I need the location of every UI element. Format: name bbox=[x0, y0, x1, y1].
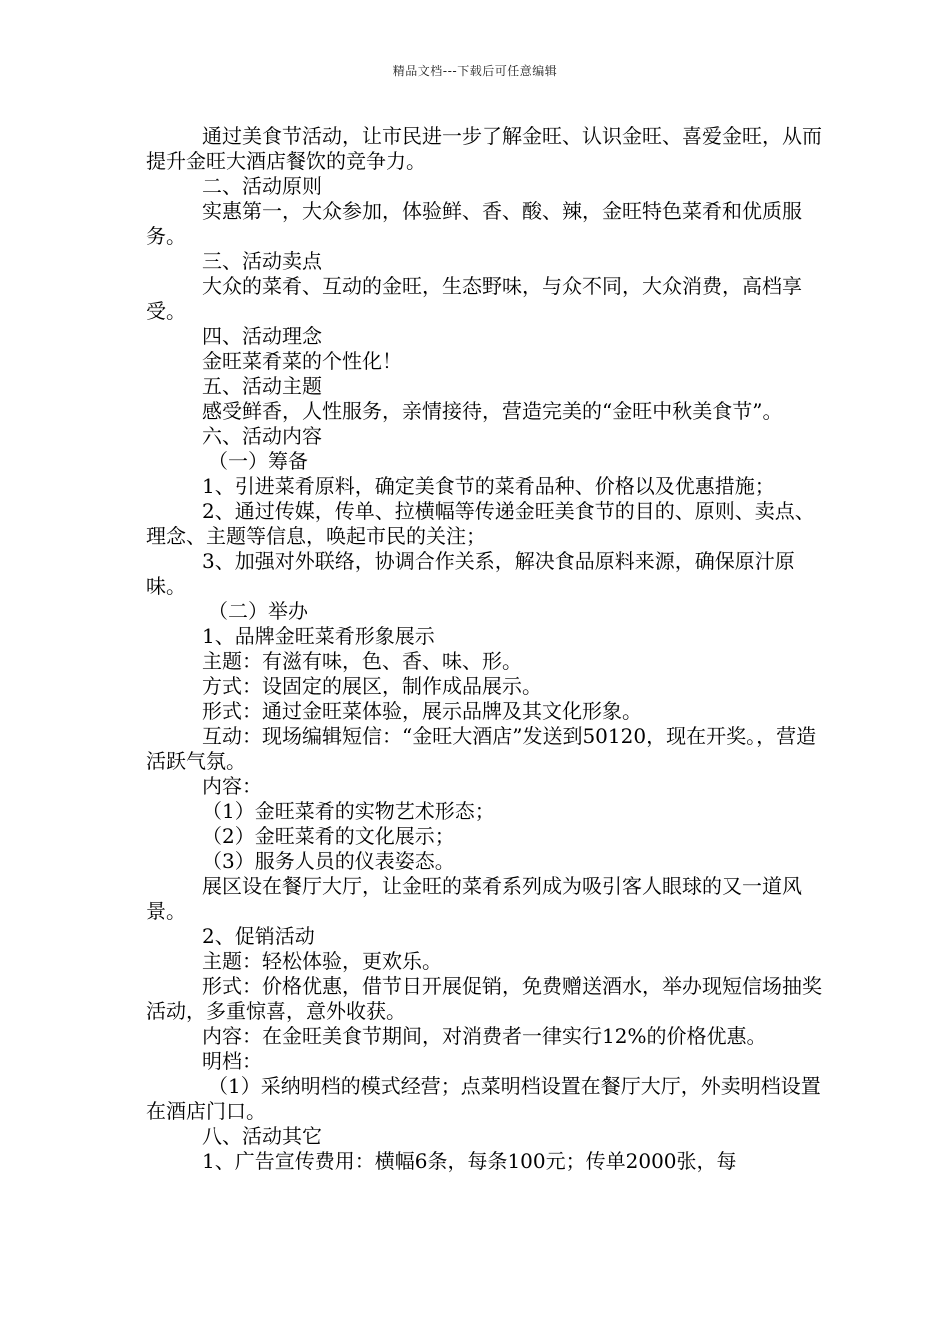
paragraph: 二、活动原则 bbox=[202, 174, 322, 198]
paragraph: 三、活动卖点 bbox=[202, 249, 322, 273]
paragraph: 内容：在金旺美食节期间，对消费者一律实行12%的价格优惠。 bbox=[202, 1024, 767, 1048]
paragraph: 金旺菜肴菜的个性化！ bbox=[202, 349, 402, 373]
paragraph: 主题：有滋有味，色、香、味、形。 bbox=[202, 649, 522, 673]
paragraph: 互动：现场编辑短信：“金旺大酒店”发送到50120，现在开奖。，营造活跃气氛。 bbox=[146, 724, 817, 773]
paragraph: 2、通过传媒，传单、拉横幅等传递金旺美食节的目的、原则、卖点、理念、主题等信息，唤起市民的关注； bbox=[146, 499, 815, 548]
paragraph: 主题：轻松体验，更欢乐。 bbox=[202, 949, 442, 973]
paragraph: 1、引进菜肴原料，确定美食节的菜肴品种、价格以及优惠措施； bbox=[202, 474, 775, 498]
paragraph: 方式：设固定的展区，制作成品展示。 bbox=[202, 674, 542, 698]
paragraph: （1）金旺菜肴的实物艺术形态； bbox=[202, 799, 495, 823]
paragraph: 大众的菜肴、互动的金旺，生态野味，与众不同，大众消费，高档享受。 bbox=[146, 274, 802, 323]
paragraph: 明档： bbox=[202, 1049, 262, 1073]
paragraph: （3）服务人员的仪表姿态。 bbox=[202, 849, 455, 873]
paragraph: 内容： bbox=[202, 774, 262, 798]
paragraph: 1、广告宣传费用：横幅6条，每条100元；传单2000张，每 bbox=[202, 1149, 737, 1173]
paragraph: 感受鲜香，人性服务，亲情接待，营造完美的“金旺中秋美食节”。 bbox=[202, 399, 783, 423]
paragraph: （1）采纳明档的模式经营；点菜明档设置在餐厅大厅，外卖明档设置在酒店门口。 bbox=[146, 1074, 821, 1123]
paragraph: 3、加强对外联络，协调合作关系，解决食品原料来源，确保原汁原味。 bbox=[146, 549, 795, 598]
paragraph: 五、活动主题 bbox=[202, 374, 322, 398]
paragraph: （二）举办 bbox=[208, 599, 308, 623]
paragraph: 2、促销活动 bbox=[202, 924, 315, 948]
paragraph: （一）筹备 bbox=[208, 449, 308, 473]
paragraph: 四、活动理念 bbox=[202, 324, 322, 348]
paragraph: 形式：价格优惠，借节日开展促销，免费赠送酒水，举办现短信场抽奖活动，多重惊喜，意外收获。 bbox=[146, 974, 822, 1023]
paragraph: 八、活动其它 bbox=[202, 1124, 322, 1148]
paragraph: 通过美食节活动，让市民进一步了解金旺、认识金旺、喜爱金旺，从而提升金旺大酒店餐饮的竞争力。 bbox=[146, 124, 822, 173]
paragraph: （2）金旺菜肴的文化展示； bbox=[202, 824, 455, 848]
paragraph: 实惠第一，大众参加，体验鲜、香、酸、辣，金旺特色菜肴和优质服务。 bbox=[146, 199, 802, 248]
paragraph: 1、品牌金旺菜肴形象展示 bbox=[202, 624, 435, 648]
page-header-watermark: 精品文档---下载后可任意编辑 bbox=[392, 64, 558, 78]
document-body bbox=[146, 124, 826, 1174]
paragraph: 形式：通过金旺菜体验，展示品牌及其文化形象。 bbox=[202, 699, 642, 723]
paragraph: 展区设在餐厅大厅，让金旺的菜肴系列成为吸引客人眼球的又一道风景。 bbox=[146, 874, 802, 923]
paragraph: 六、活动内容 bbox=[202, 424, 322, 448]
